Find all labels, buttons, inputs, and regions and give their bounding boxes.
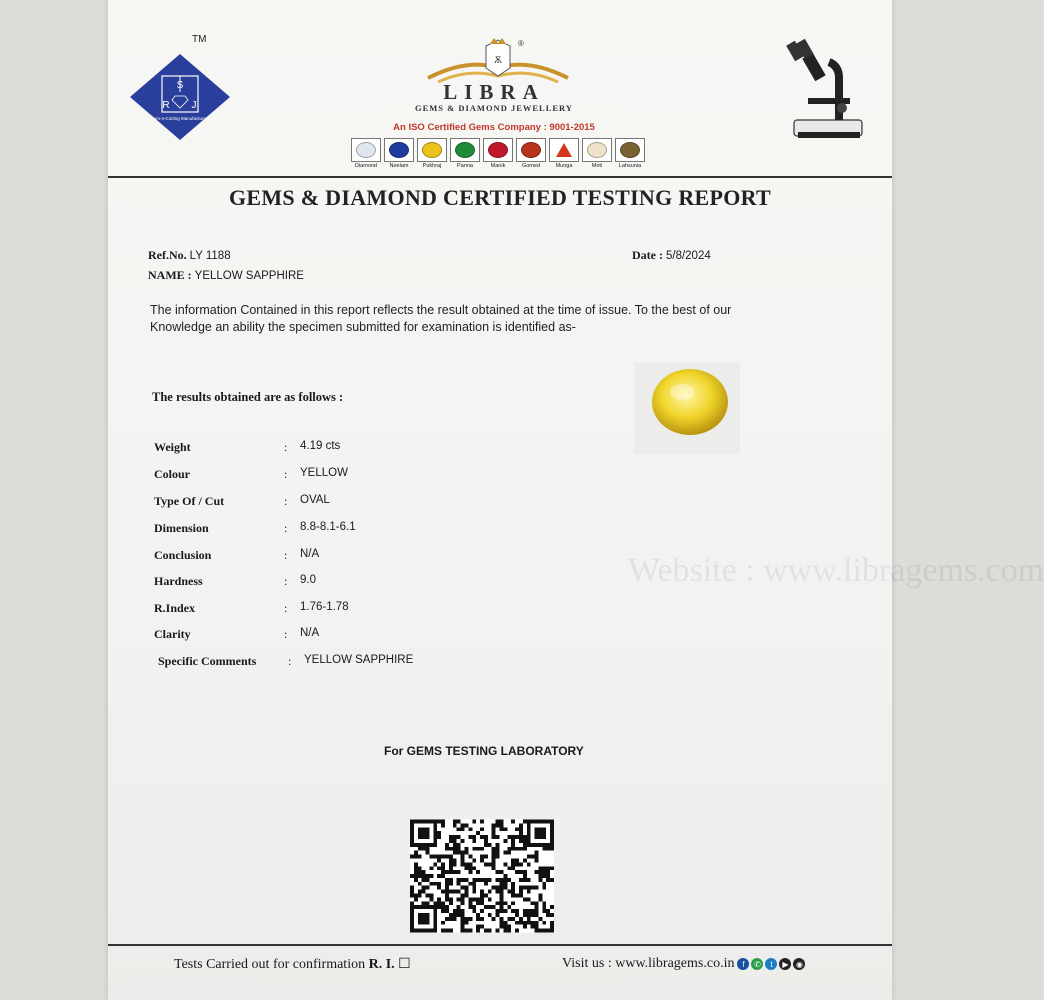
social-icons [737, 958, 805, 970]
footer-note-text: Tests Carried out for confirmation [174, 957, 366, 972]
results-heading: The results obtained are as follows : [152, 390, 344, 404]
spec-label: Dimension [154, 521, 209, 535]
gem-manik [483, 138, 513, 170]
svg-text:®: ® [518, 39, 524, 48]
gem-manik-icon [483, 138, 513, 162]
spec-value: YELLOW [300, 467, 348, 479]
gem-label: Lahsunia [618, 163, 642, 169]
website-text: Visit us : www.libragems.co.in [562, 956, 735, 971]
header-divider [108, 176, 892, 178]
website-watermark: Website : www.libragems.com [628, 552, 1044, 589]
svg-text:Ѫ: Ѫ [493, 55, 503, 65]
gem-label: Gomed [521, 163, 541, 169]
gem-label: Diamond [354, 163, 377, 169]
footer-confirmation-note [174, 956, 411, 973]
spec-label: Type Of / Cut [154, 494, 225, 508]
spec-label: Colour [154, 467, 190, 481]
gem-moti-icon [582, 138, 612, 162]
reference-number [148, 248, 231, 263]
spec-colon: : [284, 627, 288, 641]
gem-gomed-icon [516, 138, 546, 162]
spec-colon: : [284, 494, 288, 508]
gem-label: Pukhraj [422, 163, 442, 169]
trademark-mark: TM [192, 34, 207, 45]
footer-divider [108, 944, 892, 946]
libra-subtitle: GEMS & DIAMOND JEWELLERY [414, 103, 574, 113]
spec-value: 9.0 [300, 574, 316, 586]
spec-label: Conclusion [154, 548, 212, 562]
spec-label: Clarity [154, 627, 191, 641]
qr-code [410, 818, 554, 934]
gem-icons-row [351, 138, 645, 170]
spec-colon: : [284, 548, 288, 562]
gem-label: Manik [490, 163, 506, 169]
spec-colon: : [284, 601, 288, 615]
date-value: 5/8/2024 [665, 250, 711, 262]
gem-moti [582, 138, 612, 170]
libra-brand-name: LIBRA [443, 80, 545, 104]
gem-label: Munga [555, 163, 573, 169]
gem-label: Panna [457, 163, 473, 169]
svg-text:Gem-n-Cutting Manufacturers: Gem-n-Cutting Manufacturers [150, 116, 210, 121]
social-fb-icon[interactable]: f [737, 958, 749, 970]
spec-label: Hardness [154, 574, 203, 588]
svg-text:S: S [176, 80, 184, 91]
gem-panna-icon [450, 138, 480, 162]
report-title: GEMS & DIAMOND CERTIFIED TESTING REPORT [228, 185, 772, 210]
gem-panna [450, 138, 480, 170]
svg-text:R: R [162, 100, 170, 111]
ref-label: Ref.No. [148, 248, 187, 262]
certificate-page [108, 0, 1044, 1000]
footer-checkbox-icon: ☐ [398, 957, 411, 972]
spec-value: N/A [300, 548, 320, 560]
gem-diamond-icon [351, 138, 381, 162]
spec-label: Weight [154, 440, 191, 454]
name-value: YELLOW SAPPHIRE [194, 270, 304, 282]
spec-value: 4.19 cts [300, 440, 341, 452]
social-wa-icon[interactable]: ✆ [751, 958, 763, 970]
microscope-icon [784, 38, 874, 143]
spec-value: 1.76-1.78 [300, 601, 349, 613]
social-tw-icon[interactable]: t [765, 958, 777, 970]
gem-lahsunia-icon [615, 138, 645, 162]
gem-neelam [384, 138, 414, 170]
gem-pukhraj-icon [417, 138, 447, 162]
iso-certification: An ISO Certified Gems Company : 9001-2015 [393, 122, 595, 133]
gem-gomed [516, 138, 546, 170]
stone-name [148, 268, 304, 283]
date-label: Date : [632, 248, 663, 262]
gem-label: Moti [591, 163, 603, 169]
yellow-sapphire-photo [634, 362, 740, 454]
spec-label: R.Index [154, 601, 196, 615]
intro-paragraph: The information Contained in this report reflects the result obtained at the time of issue. To the best of our Knowledge an ability the specimen submitted for examination is identified as- [150, 303, 732, 334]
footer-website [562, 956, 805, 972]
gem-pukhraj [417, 138, 447, 170]
spec-value: OVAL [300, 494, 330, 506]
spec-value: YELLOW SAPPHIRE [304, 654, 414, 666]
gem-diamond [351, 138, 381, 170]
gem-neelam-icon [384, 138, 414, 162]
name-label: NAME : [148, 268, 192, 282]
gem-label: Neelam [389, 163, 409, 169]
footer-ri: R. I. [368, 957, 395, 972]
srj-logo [128, 52, 232, 142]
social-yt-icon[interactable]: ▶ [779, 958, 791, 970]
spec-colon: : [284, 440, 288, 454]
social-ig-icon[interactable]: ◉ [793, 958, 805, 970]
spec-value: N/A [300, 627, 320, 639]
spec-value: 8.8-8.1-6.1 [300, 521, 356, 533]
gem-munga-icon [549, 138, 579, 162]
report-date [632, 248, 711, 263]
spec-label: Specific Comments [158, 654, 257, 668]
spec-colon: : [284, 467, 288, 481]
svg-text:J: J [191, 100, 197, 111]
spec-colon: : [284, 574, 288, 588]
gem-lahsunia [615, 138, 645, 170]
gem-munga [549, 138, 579, 170]
ref-value: LY 1188 [189, 250, 231, 262]
spec-colon: : [284, 521, 288, 535]
spec-colon: : [288, 654, 292, 668]
laboratory-signature-line: For GEMS TESTING LABORATORY [384, 744, 584, 758]
